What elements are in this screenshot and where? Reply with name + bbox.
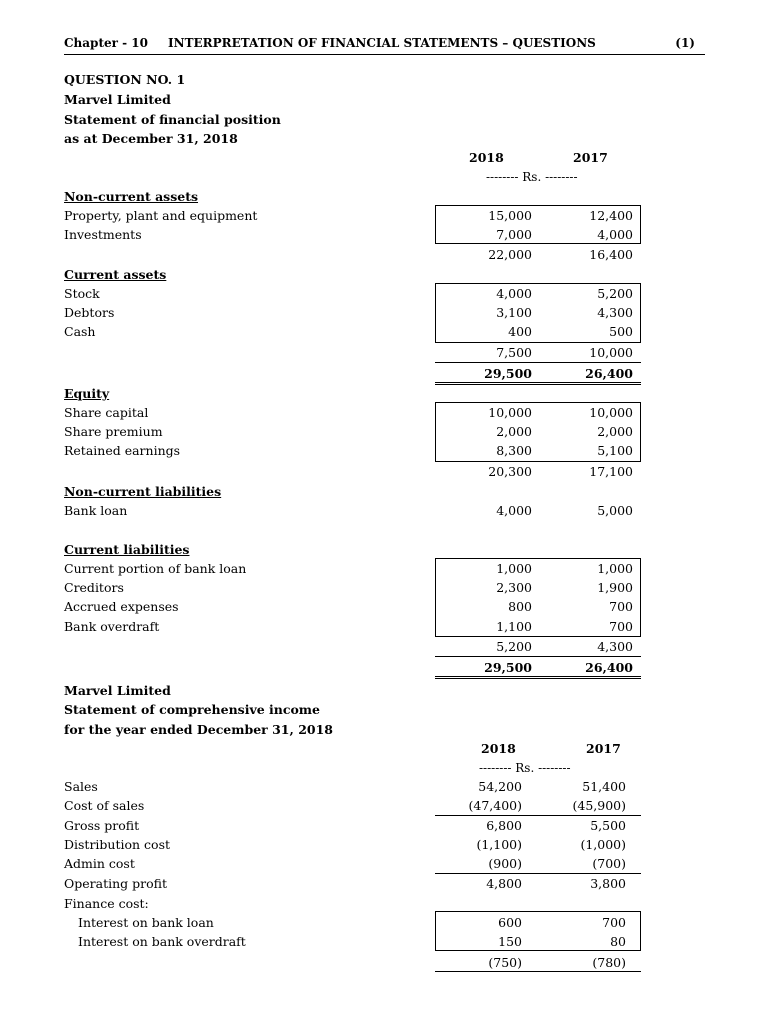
- page-header: [64, 36, 705, 55]
- soci-title: Statement of comprehensive income: [64, 702, 320, 717]
- company-name: Marvel Limited: [64, 92, 171, 107]
- sales-2017: 51,400: [582, 779, 626, 794]
- total-assets-rule-1: [435, 382, 641, 383]
- cash-2018: 400: [508, 324, 532, 339]
- int-loan-2018: 600: [498, 915, 522, 930]
- creditors-2018: 2,300: [496, 580, 532, 595]
- total-eq-liab-2017: 26,400: [585, 660, 633, 675]
- distribution-2018: (1,100): [476, 837, 522, 852]
- cos-2017: (45,900): [572, 798, 626, 813]
- cl-total-rule: [435, 656, 641, 657]
- op-2018: 4,800: [486, 876, 522, 891]
- cash-2017: 500: [609, 324, 633, 339]
- page-number: (1): [675, 36, 695, 50]
- total-el-rule-1: [435, 676, 641, 677]
- ncl-heading: Non-current liabilities: [64, 484, 222, 499]
- share-premium-label: Share premium: [64, 424, 163, 439]
- cl-total-2018: 5,200: [496, 639, 532, 654]
- cash-label: Cash: [64, 324, 96, 339]
- current-loan-2017: 1,000: [597, 561, 633, 576]
- int-loan-2017: 700: [602, 915, 626, 930]
- current-loan-label: Current portion of bank loan: [64, 561, 247, 576]
- total-assets-2017: 26,400: [585, 366, 633, 381]
- equity-total-2018: 20,300: [488, 464, 532, 479]
- overdraft-2018: 1,100: [496, 619, 532, 634]
- equity-heading: Equity: [64, 386, 110, 401]
- stock-2018: 4,000: [496, 286, 532, 301]
- fin-total-rule: [435, 971, 641, 972]
- total-assets-rule-2: [435, 384, 641, 385]
- fin-total-2017: (780): [592, 955, 626, 970]
- bank-loan-2018: 4,000: [496, 503, 532, 518]
- soci-company: Marvel Limited: [64, 683, 171, 698]
- fin-total-2018: (750): [488, 955, 522, 970]
- admin-label: Admin cost: [64, 856, 135, 871]
- gp-label: Gross profit: [64, 818, 140, 833]
- op-label: Operating profit: [64, 876, 167, 891]
- cos-label: Cost of sales: [64, 798, 145, 813]
- bank-loan-label: Bank loan: [64, 503, 128, 518]
- accrued-2018: 800: [508, 599, 532, 614]
- gp-rule: [435, 815, 641, 816]
- chapter-label: Chapter - 10: [64, 36, 148, 50]
- soci-col-2017: 2017: [586, 741, 621, 756]
- overdraft-2017: 700: [609, 619, 633, 634]
- ppe-label: Property, plant and equipment: [64, 208, 258, 223]
- overdraft-label: Bank overdraft: [64, 619, 160, 634]
- ca-total-2017: 10,000: [589, 345, 633, 360]
- investments-2017: 4,000: [597, 227, 633, 242]
- investments-label: Investments: [64, 227, 142, 242]
- sofp-col-2018: 2018: [469, 150, 504, 165]
- bank-loan-2017: 5,000: [597, 503, 633, 518]
- sofp-currency: -------- Rs. --------: [486, 170, 578, 184]
- int-od-label: Interest on bank overdraft: [78, 934, 246, 949]
- total-el-rule-2: [435, 678, 641, 679]
- int-od-2017: 80: [610, 934, 626, 949]
- gp-2017: 5,500: [590, 818, 626, 833]
- equity-total-2017: 17,100: [589, 464, 633, 479]
- total-assets-2018: 29,500: [484, 366, 532, 381]
- sofp-subtitle: as at December 31, 2018: [64, 131, 238, 146]
- finance-label: Finance cost:: [64, 896, 149, 911]
- accrued-2017: 700: [609, 599, 633, 614]
- share-premium-2017: 2,000: [597, 424, 633, 439]
- nca-total-2017: 16,400: [589, 247, 633, 262]
- nca-total-2018: 22,000: [488, 247, 532, 262]
- nca-heading: Non-current assets: [64, 189, 199, 204]
- distribution-label: Distribution cost: [64, 837, 171, 852]
- debtors-2017: 4,300: [597, 305, 633, 320]
- soci-col-2018: 2018: [481, 741, 516, 756]
- sofp-title: Statement of financial position: [64, 112, 281, 127]
- cl-heading: Current liabilities: [64, 542, 190, 557]
- op-rule: [435, 873, 641, 874]
- debtors-2018: 3,100: [496, 305, 532, 320]
- share-premium-2018: 2,000: [496, 424, 532, 439]
- chapter-title: INTERPRETATION OF FINANCIAL STATEMENTS – QUESTIONS: [168, 36, 596, 50]
- stock-label: Stock: [64, 286, 100, 301]
- retained-earnings-2018: 8,300: [496, 443, 532, 458]
- share-capital-2018: 10,000: [488, 405, 532, 420]
- share-capital-2017: 10,000: [589, 405, 633, 420]
- ca-total-2018: 7,500: [496, 345, 532, 360]
- total-eq-liab-2018: 29,500: [484, 660, 532, 675]
- ppe-2017: 12,400: [589, 208, 633, 223]
- current-loan-2018: 1,000: [496, 561, 532, 576]
- sales-label: Sales: [64, 779, 98, 794]
- admin-2017: (700): [592, 856, 626, 871]
- op-2017: 3,800: [590, 876, 626, 891]
- stock-2017: 5,200: [597, 286, 633, 301]
- soci-subtitle: for the year ended December 31, 2018: [64, 722, 334, 737]
- cl-total-2017: 4,300: [597, 639, 633, 654]
- debtors-label: Debtors: [64, 305, 115, 320]
- retained-earnings-label: Retained earnings: [64, 443, 181, 458]
- int-loan-label: Interest on bank loan: [78, 915, 214, 930]
- retained-earnings-2017: 5,100: [597, 443, 633, 458]
- sales-2018: 54,200: [478, 779, 522, 794]
- ca-heading: Current assets: [64, 267, 167, 282]
- creditors-2017: 1,900: [597, 580, 633, 595]
- int-od-2018: 150: [498, 934, 522, 949]
- sofp-col-2017: 2017: [573, 150, 608, 165]
- investments-2018: 7,000: [496, 227, 532, 242]
- ca-total-rule: [435, 362, 641, 363]
- admin-2018: (900): [488, 856, 522, 871]
- cos-2018: (47,400): [468, 798, 522, 813]
- distribution-2017: (1,000): [580, 837, 626, 852]
- accrued-label: Accrued expenses: [64, 599, 179, 614]
- ppe-2018: 15,000: [488, 208, 532, 223]
- share-capital-label: Share capital: [64, 405, 149, 420]
- soci-currency: -------- Rs. --------: [479, 761, 571, 775]
- question-number: QUESTION NO. 1: [64, 72, 186, 87]
- creditors-label: Creditors: [64, 580, 124, 595]
- gp-2018: 6,800: [486, 818, 522, 833]
